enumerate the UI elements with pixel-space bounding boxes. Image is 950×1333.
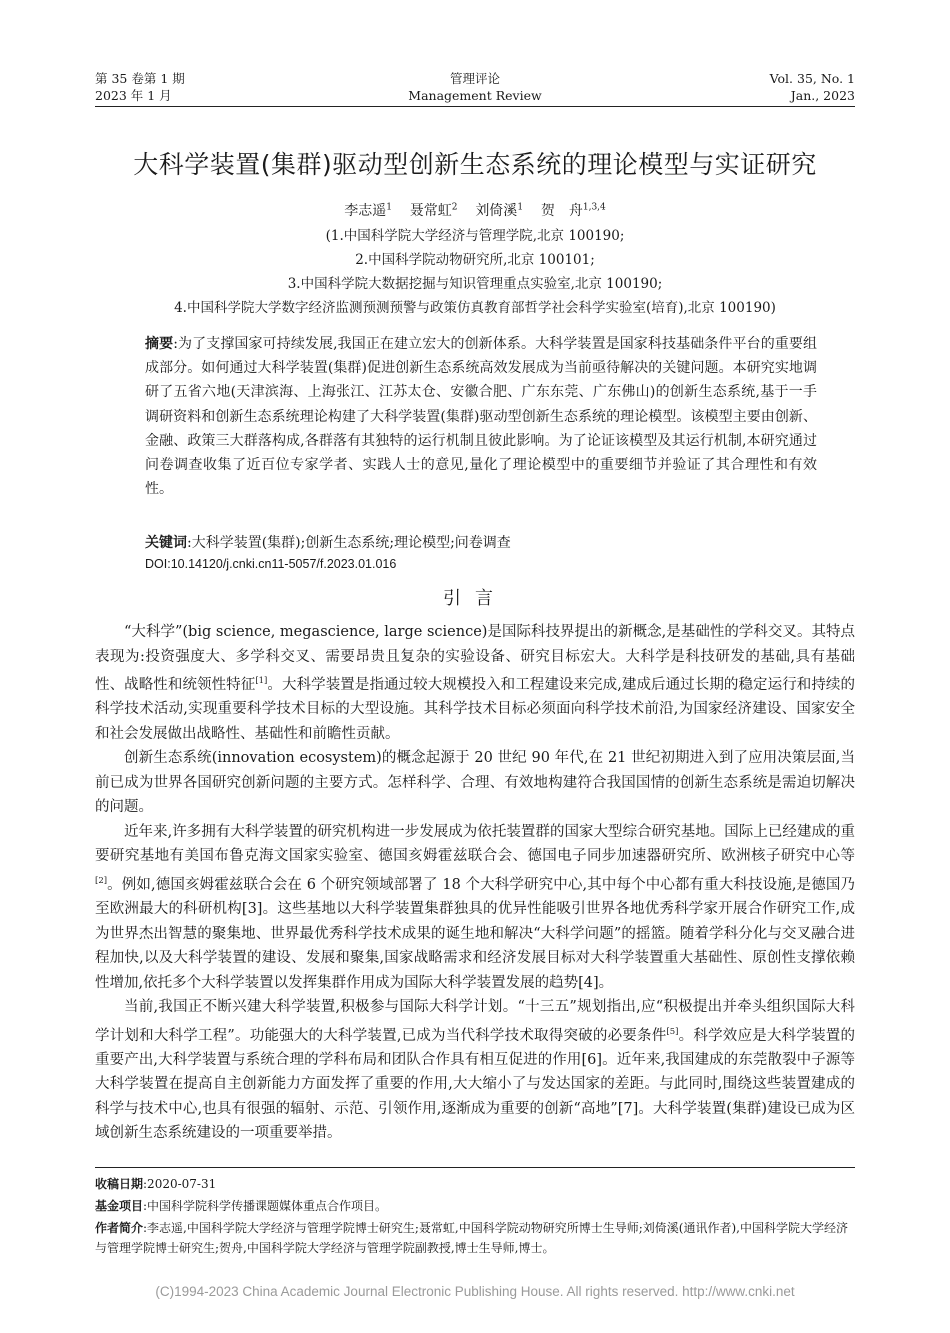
footnote-bio: 作者简介:李志遥,中国科学院大学经济与管理学院博士研究生;聂常虹,中国科学院动物研究所博士生导师;刘倚溪(通讯作者),中国科学院大学经济与管理学院博士研究生;贺舟,中国科学院大学经济与管理学院副教授,博士生导师,博士。 xyxy=(95,1221,848,1255)
citation: [5] xyxy=(666,1026,679,1037)
section-title: 引言 xyxy=(443,588,507,609)
header-volume-en: Vol. 35, No. 1 Jan., 2023 xyxy=(769,71,855,103)
author-name: 贺 舟 xyxy=(540,203,583,219)
footnote-received: 收稿日期:2020-07-31 xyxy=(95,1177,217,1191)
keywords xyxy=(145,532,817,552)
citation: [2] xyxy=(95,875,108,886)
paragraph: 近年来,许多拥有大科学装置的研究机构进一步发展成为依托装置群的国家大型综合研究基地。国际上已经建成的重要研究基地有美国布鲁克海文国家实验室、德国亥姆霍兹联合会、德国电子同步加速器研究所、欧洲核子研究中心等[2]。例如,德国亥姆霍兹联合会在 6 个研究领域部署了 18 个大科学研究中心,其中每个中心都有重大科技设施,是德国乃至欧洲最大的科研机构[3]。这些基地以大科学装置集群独具的优异性能吸引世界各地优秀科学家开展合作研究工作,成为世界杰出智慧的聚集地、世界最优秀科学技术成果的诞生地和解决“大科学问题”的摇篮。随着学科分化与交叉融合进程加快,以及大科学装置的建设、发展和聚集,国家战略需求和经济发展目标对大科学装置重大基础性、原创性支撑依赖性增加,依托多个大科学装置以发挥集群作用成为国际大科学装置发展的趋势[4]。 xyxy=(95,823,855,991)
author-name: 刘倚溪 xyxy=(475,203,518,219)
author-name: 聂常虹 xyxy=(409,203,452,219)
paper-title: 大科学装置(集群)驱动型创新生态系统的理论模型与实证研究 xyxy=(133,150,817,179)
affiliation: 3.中国科学院大数据挖掘与知识管理重点实验室,北京 100190; xyxy=(287,276,663,292)
paragraph: “大科学”(big science, megascience, large science)是国际科技界提出的新概念,是基础性的学科交叉。其特点表现为:投资强度大、多学科交叉、需要昂贵且复杂的实验设备、研究目标宏大。大科学是科技研发的基础,具有基础性、战略性和统领性特征[1]。大科学装置是指通过较大规模投入和工程建设来完成,建成后通过长期的稳定运行和持续的科学技术活动,实现重要科学技术目标的大型设施。其科学技术目标必须面向科学技术前沿,为国家经济建设、国家安全和社会发展做出战略性、基础性和前瞻性贡献。 xyxy=(95,624,855,742)
footnote-fund: 基金项目:中国科学院科学传播课题媒体重点合作项目。 xyxy=(95,1199,388,1213)
header-volume: 第 35 卷第 1 期 2023 年 1 月 xyxy=(95,71,185,103)
paragraph: 创新生态系统(innovation ecosystem)的概念起源于 20 世纪 90 年代,在 21 世纪初期进入到了应用决策层面,当前已成为世界各国研究创新问题的主要方式。怎样科学、合理、有效地构建符合我国国情的创新生态系统是需迫切解决的问题。 xyxy=(95,750,855,816)
keywords-text: :大科学装置(集群);创新生态系统;理论模型;问卷调查 xyxy=(187,535,511,551)
copyright-watermark: (C)1994-2023 China Academic Journal Electronic Publishing House. All rights reserved. http://www.cnki.net xyxy=(155,1284,795,1299)
author-list: 李志遥$^1$ 聂常虹$^2$ 刘倚溪$^1$ 贺 舟$^{1,3,4}$ xyxy=(344,202,606,219)
keywords-label: 关键词 xyxy=(145,535,187,551)
author-name: 李志遥 xyxy=(344,203,387,219)
affiliation: 4.中国科学院大学数字经济监测预测预警与政策仿真教育部哲学社会科学实验室(培育),北京 100190) xyxy=(174,300,776,316)
affiliation: 2.中国科学院动物研究所,北京 100101; xyxy=(355,252,595,268)
abstract xyxy=(145,332,817,501)
body-text xyxy=(95,620,855,1146)
running-header xyxy=(95,70,855,107)
doi: DOI:10.14120/j.cnki.cn11-5057/f.2023.01.016 xyxy=(145,557,397,571)
header-journal: 管理评论 Management Review xyxy=(408,71,542,103)
abstract-label: 摘要 xyxy=(145,336,174,352)
affiliation: (1.中国科学院大学经济与管理学院,北京 100190; xyxy=(325,228,625,244)
paragraph: 当前,我国正不断兴建大科学装置,积极参与国际大科学计划。“十三五”规划指出,应“积极提出并牵头组织国际大科学计划和大科学工程”。功能强大的大科学装置,已成为当代科学技术取得突破的必要条件[5]。科学效应是大科学装置的重要产出,大科学装置与系统合理的学科布局和团队合作具有相互促进的作用[6]。近年来,我国建成的东莞散裂中子源等大科学装置在提高自主创新能力方面发挥了重要的作用,大大缩小了与发达国家的差距。与此同时,围绕这些装置建成的科学与技术中心,也具有很强的辐射、示范、引领作用,逐渐成为重要的创新“高地”[7]。大科学装置(集群)建设已成为区域创新生态系统建设的一项重要举措。 xyxy=(95,999,855,1142)
footnote-divider xyxy=(95,1167,855,1168)
citation: [1] xyxy=(255,676,268,686)
abstract-text: :为了支撑国家可持续发展,我国正在建立宏大的创新体系。大科学装置是国家科技基础条件平台的重要组成部分。如何通过大科学装置(集群)促进创新生态系统高效发展成为当前亟待解决的关键问题。本研究实地调研了五省六地(天津滨海、上海张江、江苏太仓、安徽合肥、广东东莞、广东佛山)的创新生态系统,基于一手调研资料和创新生态系统理论构建了大科学装置(集群)驱动型创新生态系统的理论模型。该模型主要由创新、金融、政策三大群落构成,各群落有其独特的运行机制且彼此影响。为了论证该模型及其运行机制,本研究通过问卷调查收集了近百位专家学者、实践人士的意见,量化了理论模型中的重要细节并验证了其合理性和有效性。 xyxy=(145,336,817,498)
